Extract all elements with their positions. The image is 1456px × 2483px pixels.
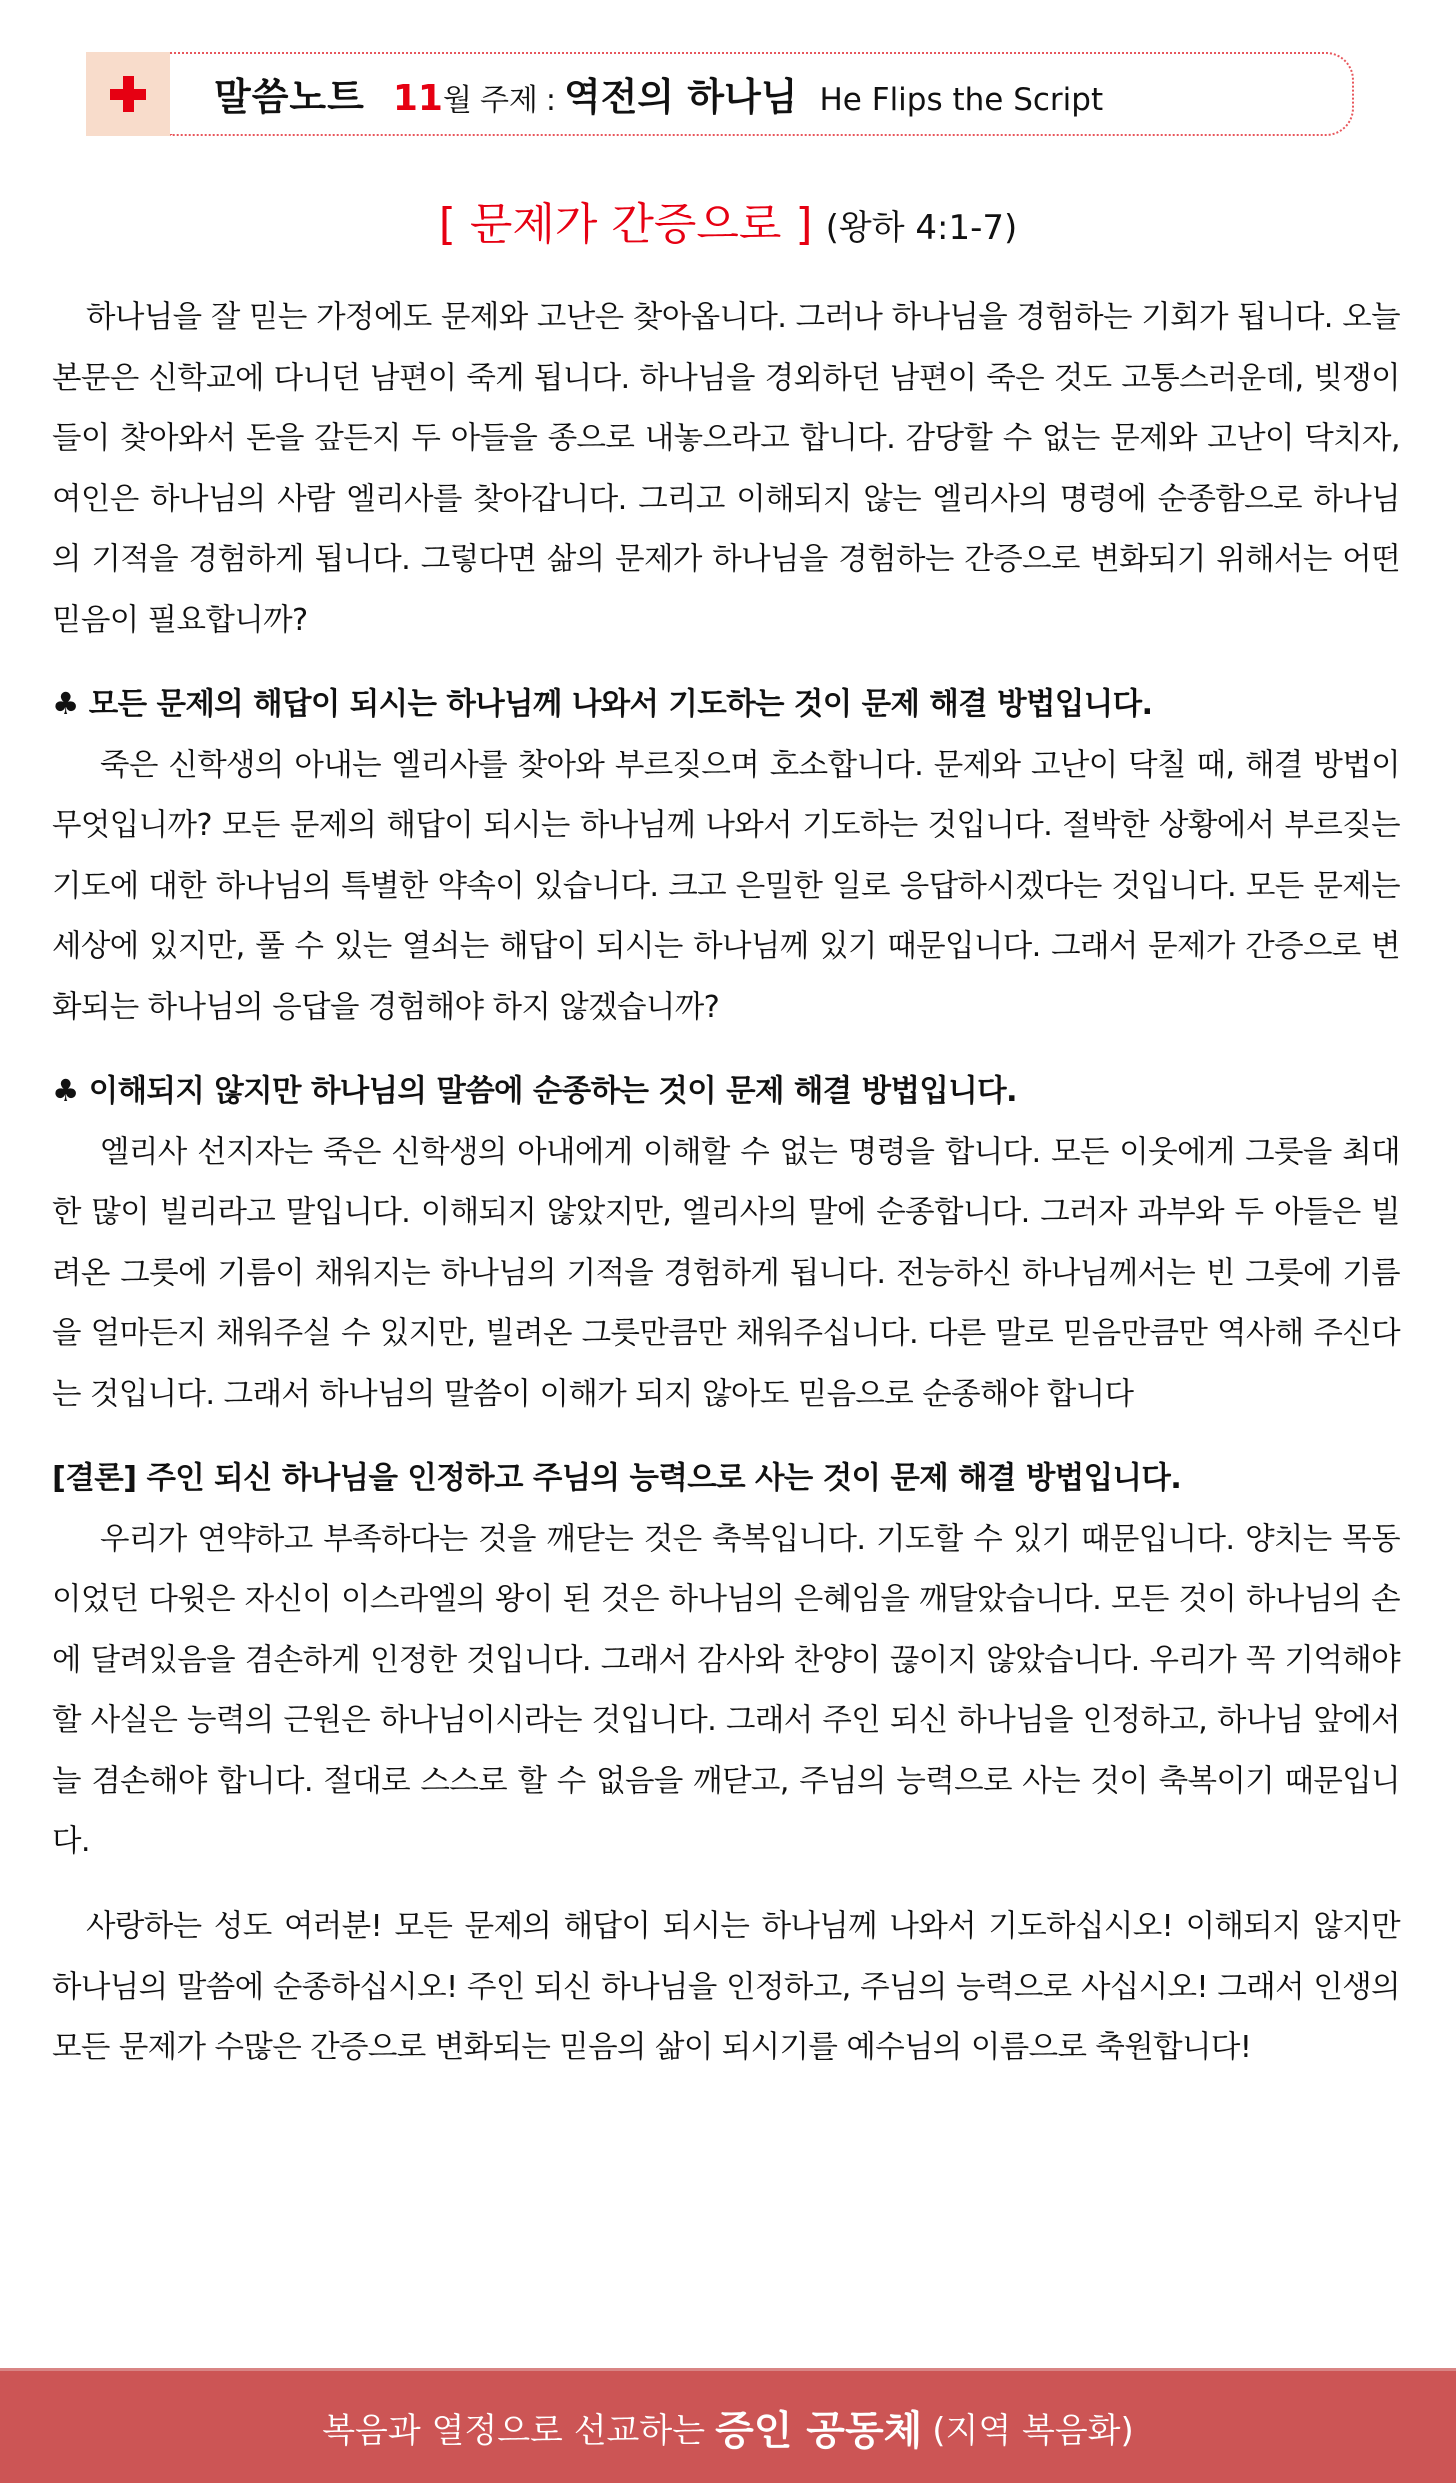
section-heading-1 <box>52 674 1400 736</box>
section-heading-2 <box>52 1061 1400 1123</box>
theme-colon: : <box>545 83 557 118</box>
footer-name: 증인 공동체 <box>715 2407 923 2454</box>
brand-title: 말씀노트 <box>214 75 365 119</box>
section-heading-text: 이해되지 않지만 하나님의 말씀에 순종하는 것이 문제 해결 방법입니다. <box>88 1073 1017 1109</box>
club-icon: ♣ <box>52 686 79 722</box>
conclusion-body: 우리가 연약하고 부족하다는 것을 깨닫는 것은 축복입니다. 기도할 수 있기 때문입니다. 양치는 목동이었던 다윗은 자신이 이스라엘의 왕이 된 것은 하나님의 은혜임을 깨달았습니다. 모든 것이 하나님의 손에 달려있음을 겸손하게 인정한 것입니다. 그래서 감사와 찬양이 끊이지 않았습니다. 우리가 꼭 기억해야 할 사실은 능력의 근원은 하나님이시라는 것입니다. 그래서 주인 되신 하나님을 인정하고, 하나님 앞에서 늘 겸손해야 합니다. 절대로 스스로 할 수 없음을 깨닫고, 주님의 능력으로 사는 것이 축복이기 때문입니다. <box>52 1521 1400 1860</box>
section-body-1: 죽은 신학생의 아내는 엘리사를 찾아와 부르짖으며 호소합니다. 문제와 고난이 닥칠 때, 해결 방법이 무엇입니까? 모든 문제의 해답이 되시는 하나님께 나와서 기도하는 것입니다. 절박한 상황에서 부르짖는 기도에 대한 하나님의 특별한 약속이 있습니다. 크고 은밀한 일로 응답하시겠다는 것입니다. 모든 문제는 세상에 있지만, 풀 수 있는 열쇠는 해답이 되시는 하나님께 있기 때문입니다. 그래서 문제가 간증으로 변화되는 하나님의 응답을 경험해야 하지 않겠습니까? <box>52 747 1400 1025</box>
scripture-reference: (왕하 4:1-7) <box>825 208 1018 248</box>
sermon-title-text: [ 문제가 간증으로 ] <box>438 199 813 250</box>
header-title <box>214 66 1103 122</box>
club-icon: ♣ <box>52 1073 79 1109</box>
section-heading-text: 주인 되신 하나님을 인정하고 주님의 능력으로 사는 것이 문제 해결 방법입니다. <box>146 1460 1182 1496</box>
header-icon-box <box>86 52 170 136</box>
footer-prefix: 복음과 열정으로 선교하는 <box>322 2410 706 2451</box>
month-number: 11 <box>392 78 443 119</box>
footer-suffix: (지역 복음화) <box>932 2410 1134 2451</box>
theme-english: He Flips the Script <box>819 82 1104 118</box>
theme-title: 역전의 하나님 <box>564 75 798 119</box>
footer-banner <box>0 2368 1456 2483</box>
sermon-body <box>52 288 1400 2079</box>
conclusion-label: [결론] <box>52 1460 137 1496</box>
closing-paragraph: 사랑하는 성도 여러분! 모든 문제의 해답이 되시는 하나님께 나와서 기도하십시오! 이해되지 않지만 하나님의 말씀에 순종하십시오! 주인 되신 하나님을 인정하고, 주님의 능력으로 사십시오! 그래서 인생의 모든 문제가 수많은 간증으로 변화되는 믿음의 삶이 되시기를 예수님의 이름으로 축원합니다! <box>52 1909 1400 2066</box>
theme-label: 주제 <box>479 83 538 118</box>
section-heading-text: 모든 문제의 해답이 되시는 하나님께 나와서 기도하는 것이 문제 해결 방법입니다. <box>88 686 1153 722</box>
section-body-2: 엘리사 선지자는 죽은 신학생의 아내에게 이해할 수 없는 명령을 합니다. 모든 이웃에게 그릇을 최대한 많이 빌리라고 말입니다. 이해되지 않았지만, 엘리사의 말에 순종합니다. 그러자 과부와 두 아들은 빌려온 그릇에 기름이 채워지는 하나님의 기적을 경험하게 됩니다. 전능하신 하나님께서는 빈 그릇에 기름을 얼마든지 채워주실 수 있지만, 빌려온 그릇만큼만 채워주십니다. 다른 말로 믿음만큼만 역사해 주신다는 것입니다. 그래서 하나님의 말씀이 이해가 되지 않아도 믿음으로 순종해야 합니다 <box>52 1134 1400 1412</box>
sermon-title <box>0 188 1456 252</box>
page-header <box>86 52 1354 136</box>
month-unit: 월 <box>442 83 472 118</box>
conclusion-heading <box>52 1448 1400 1510</box>
intro-paragraph: 하나님을 잘 믿는 가정에도 문제와 고난은 찾아옵니다. 그러나 하나님을 경험하는 기회가 됩니다. 오늘 본문은 신학교에 다니던 남편이 죽게 됩니다. 하나님을 경외하던 남편이 죽은 것도 고통스러운데, 빚쟁이들이 찾아와서 돈을 갚든지 두 아들을 종으로 내놓으라고 합니다. 감당할 수 없는 문제와 고난이 닥치자, 여인은 하나님의 사람 엘리사를 찾아갑니다. 그리고 이해되지 않는 엘리사의 명령에 순종함으로 하나님의 기적을 경험하게 됩니다. 그렇다면 삶의 문제가 하나님을 경험하는 간증으로 변화되기 위해서는 어떤 믿음이 필요합니까? <box>52 300 1400 638</box>
